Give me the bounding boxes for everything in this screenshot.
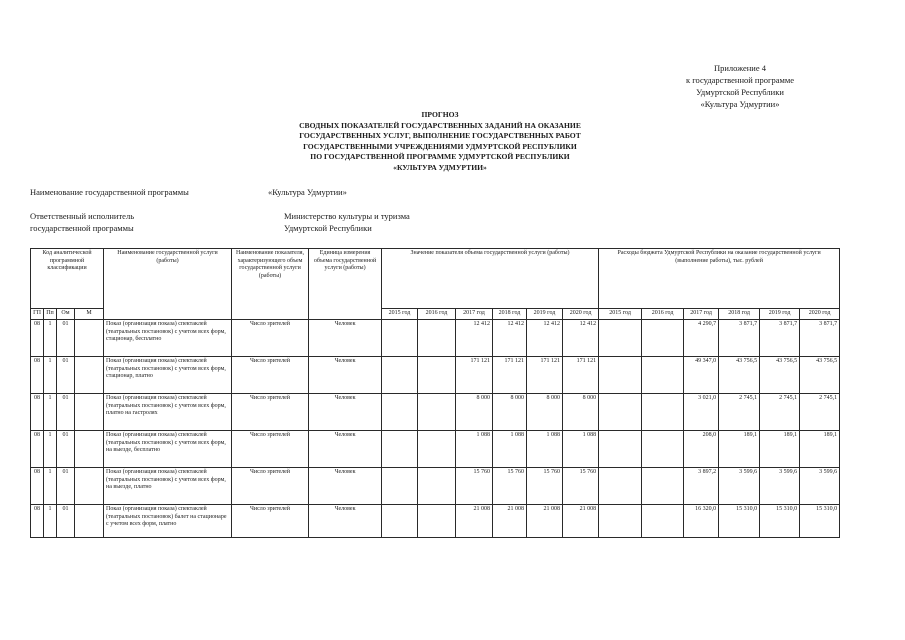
forecast-table — [30, 248, 840, 538]
cell-expenses — [642, 357, 684, 394]
cell-service: Показ (организация показа) спектаклей (театральных постановок) с учетом всех форм, стационар, бесплатно — [104, 320, 232, 357]
cell-volume: 21 008 — [527, 505, 563, 538]
cell-volume: 1 088 — [493, 431, 527, 468]
appendix-line: «Культура Удмуртии» — [700, 99, 780, 109]
cell-gp: 08 — [31, 505, 44, 538]
executor-value-line2: Удмуртской Республики — [284, 223, 372, 233]
cell-volume: 8 000 — [456, 394, 493, 431]
table-row — [31, 394, 840, 431]
cell-gp: 08 — [31, 431, 44, 468]
table-row — [31, 320, 840, 357]
cell-expenses — [599, 357, 642, 394]
cell-expenses — [599, 468, 642, 505]
appendix-line: к государственной программе — [685, 75, 795, 85]
year-expenses: 2017 год — [684, 309, 719, 320]
cell-volume: 1 088 — [456, 431, 493, 468]
cell-unit: Человек — [309, 431, 382, 468]
cell-unit: Человек — [309, 505, 382, 538]
cell-expenses: 43 756,5 — [760, 357, 800, 394]
cell-pp: 1 — [44, 505, 57, 538]
cell-service: Показ (организация показа) спектаклей (театральных постановок) с учетом всех форм, стационар, платно — [104, 357, 232, 394]
cell-indicator: Число зрителей — [232, 357, 309, 394]
cell-expenses: 208,0 — [684, 431, 719, 468]
header-indicator: Наименование показателя, характеризующего объем государственной услуги (работы) — [232, 249, 309, 320]
cell-pp: 1 — [44, 468, 57, 505]
cell-expenses — [642, 468, 684, 505]
cell-expenses — [642, 320, 684, 357]
year-volume: 2019 год — [527, 309, 563, 320]
title-line: ПО ГОСУДАРСТВЕННОЙ ПРОГРАММЕ УДМУРТСКОЙ РЕСПУБЛИКИ — [310, 152, 570, 161]
cell-volume — [382, 320, 418, 357]
header-volume: Значение показателя объема государственной услуги (работы) — [382, 249, 599, 309]
cell-volume: 12 412 — [456, 320, 493, 357]
cell-indicator: Число зрителей — [232, 468, 309, 505]
executor-value-line1: Министерство культуры и туризма — [284, 211, 410, 221]
cell-volume — [382, 431, 418, 468]
table-row — [31, 357, 840, 394]
cell-volume: 15 760 — [563, 468, 599, 505]
program-label: Наименование государственной программы — [30, 187, 189, 197]
cell-volume: 21 008 — [456, 505, 493, 538]
appendix-line: Удмуртской Республики — [696, 87, 784, 97]
cell-volume — [418, 357, 456, 394]
cell-volume: 171 121 — [563, 357, 599, 394]
cell-expenses — [599, 320, 642, 357]
program-value: «Культура Удмуртии» — [268, 187, 347, 197]
header-expenses: Расходы бюджета Удмуртской Республики на оказание государственной услуги (выполнение работы), тыс. рублей — [599, 249, 840, 309]
cell-expenses — [599, 505, 642, 538]
subheader-m: М — [75, 309, 104, 320]
appendix-block — [655, 62, 825, 110]
cell-volume — [418, 394, 456, 431]
cell-om: 01 — [57, 505, 75, 538]
cell-volume — [418, 468, 456, 505]
cell-unit: Человек — [309, 357, 382, 394]
executor-label-line2: государственной программы — [30, 223, 134, 233]
cell-expenses: 3 871,7 — [760, 320, 800, 357]
cell-gp: 08 — [31, 394, 44, 431]
cell-unit: Человек — [309, 468, 382, 505]
cell-indicator: Число зрителей — [232, 431, 309, 468]
cell-gp: 08 — [31, 320, 44, 357]
cell-volume: 12 412 — [563, 320, 599, 357]
subheader-pp: Пп — [44, 309, 57, 320]
year-volume: 2020 год — [563, 309, 599, 320]
cell-om: 01 — [57, 431, 75, 468]
cell-expenses: 189,1 — [719, 431, 760, 468]
appendix-line: Приложение 4 — [714, 63, 766, 73]
cell-volume — [418, 505, 456, 538]
year-volume: 2018 год — [493, 309, 527, 320]
cell-om: 01 — [57, 394, 75, 431]
cell-gp: 08 — [31, 357, 44, 394]
cell-volume — [418, 320, 456, 357]
cell-expenses: 3 021,0 — [684, 394, 719, 431]
cell-expenses: 16 320,0 — [684, 505, 719, 538]
cell-service: Показ (организация показа) спектаклей (театральных постановок) с учетом всех форм, на выезде, бесплатно — [104, 431, 232, 468]
cell-expenses: 3 897,2 — [684, 468, 719, 505]
executor-label-line1: Ответственный исполнитель — [30, 211, 135, 221]
cell-volume: 171 121 — [456, 357, 493, 394]
cell-volume: 21 008 — [493, 505, 527, 538]
cell-m — [75, 320, 104, 357]
title-line: ПРОГНОЗ — [421, 110, 459, 119]
cell-volume: 1 088 — [527, 431, 563, 468]
year-expenses: 2018 год — [719, 309, 760, 320]
cell-indicator: Число зрителей — [232, 394, 309, 431]
cell-expenses: 15 310,0 — [800, 505, 840, 538]
cell-pp: 1 — [44, 320, 57, 357]
cell-pp: 1 — [44, 357, 57, 394]
cell-volume: 8 000 — [563, 394, 599, 431]
title-line: СВОДНЫХ ПОКАЗАТЕЛЕЙ ГОСУДАРСТВЕННЫХ ЗАДАНИЙ НА ОКАЗАНИЕ — [299, 120, 581, 130]
cell-expenses: 15 310,0 — [760, 505, 800, 538]
cell-om: 01 — [57, 357, 75, 394]
cell-expenses: 2 745,1 — [800, 394, 840, 431]
cell-pp: 1 — [44, 394, 57, 431]
cell-volume: 8 000 — [527, 394, 563, 431]
cell-expenses: 3 871,7 — [800, 320, 840, 357]
cell-volume: 171 121 — [493, 357, 527, 394]
cell-service: Показ (организация показа) спектаклей (театральных постановок) с учетом всех форм, на выезде, платно — [104, 468, 232, 505]
cell-volume: 21 008 — [563, 505, 599, 538]
cell-expenses: 15 310,0 — [719, 505, 760, 538]
document-title — [230, 110, 650, 173]
cell-volume: 8 000 — [493, 394, 527, 431]
cell-volume: 12 412 — [527, 320, 563, 357]
cell-expenses: 2 745,1 — [760, 394, 800, 431]
table-row — [31, 431, 840, 468]
subheader-om: Ом — [57, 309, 75, 320]
cell-volume: 15 760 — [456, 468, 493, 505]
cell-expenses: 2 745,1 — [719, 394, 760, 431]
year-expenses: 2019 год — [760, 309, 800, 320]
cell-m — [75, 357, 104, 394]
title-line: «КУЛЬТУРА УДМУРТИИ» — [393, 162, 487, 172]
cell-expenses: 43 756,5 — [719, 357, 760, 394]
cell-expenses: 3 871,7 — [719, 320, 760, 357]
cell-expenses: 4 290,7 — [684, 320, 719, 357]
cell-om: 01 — [57, 320, 75, 357]
cell-volume: 12 412 — [493, 320, 527, 357]
cell-expenses: 3 599,6 — [719, 468, 760, 505]
year-volume: 2017 год — [456, 309, 493, 320]
cell-volume — [382, 394, 418, 431]
cell-volume: 171 121 — [527, 357, 563, 394]
cell-volume: 15 760 — [493, 468, 527, 505]
cell-volume — [382, 505, 418, 538]
cell-expenses — [599, 431, 642, 468]
cell-expenses: 3 599,6 — [800, 468, 840, 505]
cell-unit: Человек — [309, 320, 382, 357]
header-row — [31, 249, 840, 309]
cell-service: Показ (организация показа) спектаклей (театральных постановок) с учетом всех форм, платно на гастролях — [104, 394, 232, 431]
header-code: Код аналитической программной классификации — [31, 249, 104, 309]
cell-volume — [418, 431, 456, 468]
cell-m — [75, 468, 104, 505]
table-row — [31, 468, 840, 505]
cell-m — [75, 505, 104, 538]
year-expenses: 2016 год — [642, 309, 684, 320]
year-expenses: 2015 год — [599, 309, 642, 320]
cell-volume — [382, 468, 418, 505]
cell-indicator: Число зрителей — [232, 320, 309, 357]
header-unit: Единица измерения объема государственной услуги (работы) — [309, 249, 382, 320]
cell-expenses: 3 599,6 — [760, 468, 800, 505]
cell-expenses: 43 756,5 — [800, 357, 840, 394]
cell-m — [75, 431, 104, 468]
cell-service: Показ (организация показа) спектаклей (театральных постановок) балет на стационаре с учетом всех форм, платно — [104, 505, 232, 538]
year-volume: 2016 год — [418, 309, 456, 320]
cell-expenses — [642, 394, 684, 431]
cell-gp: 08 — [31, 468, 44, 505]
cell-volume: 15 760 — [527, 468, 563, 505]
cell-volume: 1 088 — [563, 431, 599, 468]
cell-om: 01 — [57, 468, 75, 505]
cell-m — [75, 394, 104, 431]
cell-unit: Человек — [309, 394, 382, 431]
year-expenses: 2020 год — [800, 309, 840, 320]
table-row — [31, 505, 840, 538]
header-service: Наименование государственной услуги (работы) — [104, 249, 232, 320]
cell-expenses: 49 347,0 — [684, 357, 719, 394]
title-line: ГОСУДАРСТВЕННЫХ УСЛУГ, ВЫПОЛНЕНИЕ ГОСУДАРСТВЕННЫХ РАБОТ — [299, 131, 581, 140]
cell-expenses — [642, 431, 684, 468]
cell-expenses — [642, 505, 684, 538]
cell-pp: 1 — [44, 431, 57, 468]
cell-indicator: Число зрителей — [232, 505, 309, 538]
cell-volume — [382, 357, 418, 394]
cell-expenses — [599, 394, 642, 431]
cell-expenses: 189,1 — [800, 431, 840, 468]
title-line: ГОСУДАРСТВЕННЫМИ УЧРЕЖДЕНИЯМИ УДМУРТСКОЙ РЕСПУБЛИКИ — [303, 141, 577, 151]
cell-expenses: 189,1 — [760, 431, 800, 468]
subheader-gp: ГП — [31, 309, 44, 320]
year-volume: 2015 год — [382, 309, 418, 320]
